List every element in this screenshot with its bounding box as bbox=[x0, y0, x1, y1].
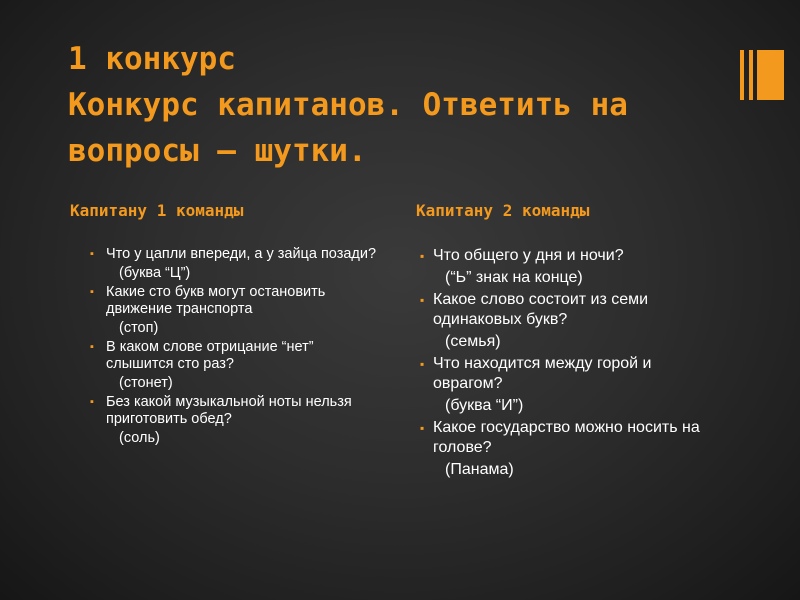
question-text: Что у цапли впереди, а у зайца позади? bbox=[106, 246, 377, 262]
question-text: В каком слове отрицание “нет” слышится сто раз? bbox=[106, 339, 314, 372]
bullet-icon: ▪ bbox=[420, 249, 425, 263]
question-text: Какое слово состоит из семи одинаковых букв? bbox=[433, 291, 649, 328]
bullet-icon: ▪ bbox=[420, 357, 425, 371]
question-text: Какое государство можно носить на голове? bbox=[433, 419, 700, 456]
list-item bbox=[90, 246, 380, 282]
right-question-list bbox=[420, 246, 720, 482]
answer-text: (стонет) bbox=[119, 375, 173, 391]
answer-text: (Панама) bbox=[445, 461, 514, 478]
bullet-icon: ▪ bbox=[420, 421, 425, 435]
bullet-icon: ▪ bbox=[90, 248, 94, 260]
bullet-icon: ▪ bbox=[90, 286, 94, 298]
list-item bbox=[90, 394, 380, 447]
bullet-icon: ▪ bbox=[420, 293, 425, 307]
list-item bbox=[420, 246, 720, 288]
list-item bbox=[90, 339, 380, 392]
question-text: Что общего у дня и ночи? bbox=[433, 247, 624, 264]
answer-text: (стоп) bbox=[119, 320, 159, 336]
answer-text: (буква “Ц”) bbox=[119, 265, 191, 281]
question-text: Что находится между горой и оврагом? bbox=[433, 355, 652, 392]
slide-title bbox=[68, 36, 708, 174]
list-item bbox=[420, 354, 720, 416]
question-text: Какие сто букв могут остановить движение транспорта bbox=[106, 284, 326, 317]
right-column-heading: Капитану 2 команды bbox=[416, 201, 590, 220]
list-item bbox=[420, 418, 720, 480]
orange-bars-icon bbox=[740, 50, 784, 100]
bullet-icon: ▪ bbox=[90, 341, 94, 353]
left-question-list bbox=[90, 246, 380, 449]
question-text: Без какой музыкальной ноты нельзя приготовить обед? bbox=[106, 394, 352, 427]
deco-bar bbox=[749, 50, 753, 100]
title-line: 1 конкурс bbox=[68, 41, 236, 77]
list-item bbox=[420, 290, 720, 352]
deco-bar bbox=[740, 50, 744, 100]
deco-bar bbox=[757, 50, 784, 100]
title-line: Конкурс капитанов. Ответить на bbox=[68, 87, 628, 123]
title-line: вопросы – шутки. bbox=[68, 133, 367, 169]
answer-text: (буква “И”) bbox=[445, 397, 524, 414]
bullet-icon: ▪ bbox=[90, 396, 94, 408]
left-column-heading: Капитану 1 команды bbox=[70, 201, 244, 220]
list-item bbox=[90, 284, 380, 337]
answer-text: (“Ь” знак на конце) bbox=[445, 269, 583, 286]
answer-text: (соль) bbox=[119, 430, 160, 446]
answer-text: (семья) bbox=[445, 333, 501, 350]
